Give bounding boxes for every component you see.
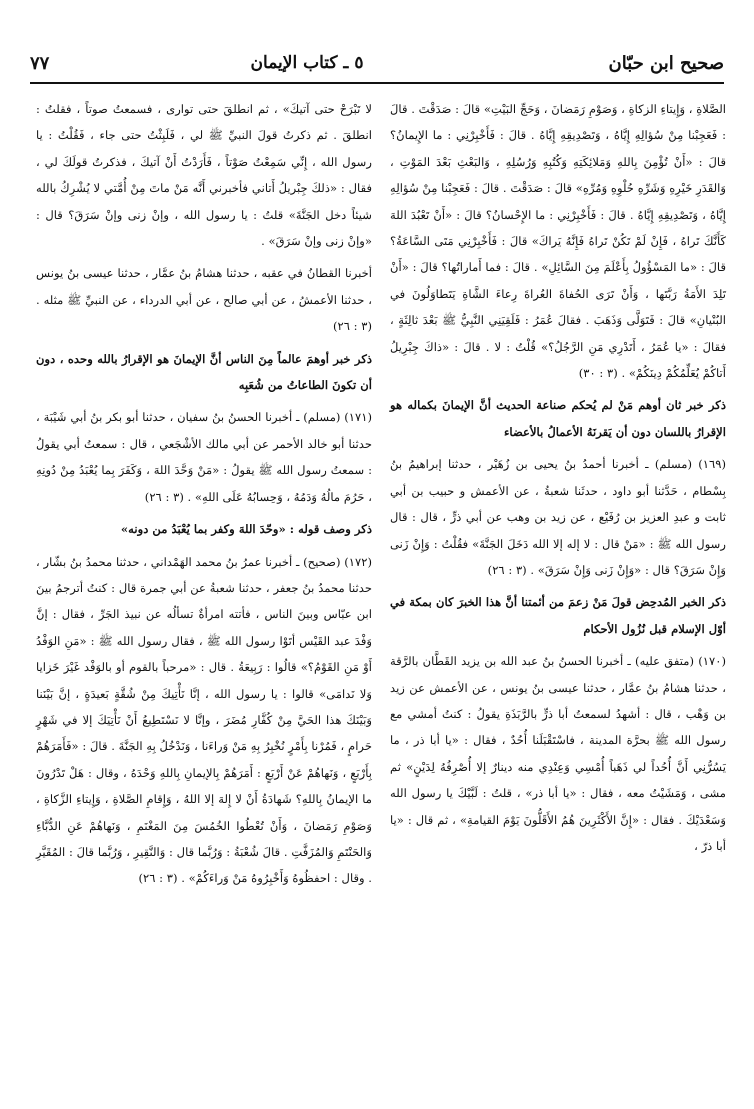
page-header: [30, 44, 724, 84]
right-column: [390, 96, 726, 859]
section-heading: ذكر وصف قوله : «وحّدَ اللهَ وكفر بما يُعْبَدُ من دونه»: [120, 522, 372, 537]
hadith-169: (١٦٩) (مسلم) ـ أخبرنا أحمدُ بنُ يحيى بن زُهَيْر ، حدثنا إبراهيمُ بنُ بِسْطام ، حَدَّثنا أبو داود ، حدثَنا شعبةُ ، عن الأعمش و حبيب بن أبي ثابت و عبدِ العزيز بن رُفَيْع ، عن زيد بن وهب عن أبي ذرٍّ ، قال : قال رسول الله ﷺ : «مَنْ قال : لا إله إلا الله دَخَلَ الجَنَّةَ» فقُلْتُ : وَإِنْ زَنى وَإِنْ سَرَقَ؟ قال : «وَإِنْ زَنى وَإِنْ سَرَقَ» . (٣ : ٢٦): [390, 457, 726, 577]
paragraph: أخبرنا القطانُ في عقبه ، حدثنا هشامُ بنُ عمَّار ، حدثنا عيسى بنُ يونس ، حدثنا الأعمشُ ، عن أبي صالح ، عن أبي الدرداء ، عن النبيِّ ﷺ مثله . (٣ : ٢٦): [36, 266, 372, 334]
hadith-172: (١٧٢) (صحيح) ـ أخبرنا عمرُ بنُ محمد الهَمْداني ، حدثنا محمدُ بنُ بشّار ، حدثنا محمدُ بنُ جعفر ، حدثنا شعبةُ عن أبي جمرة قال : كنتُ أترجمُ بينَ ابن عبّاس وبينَ الناس ، فأتته امرأةٌ تسألُه عن نبيذ الجَرِّ ، فقال : إنَّ وَفْدَ عبد القَيْس أتَوْا رسول الله ﷺ ، فقال رسول الله ﷺ : «مَنِ الوَفْدُ أَوْ مَنِ القَوْمُ؟» قالُوا : رَبِيعَةُ . قال : «مرحباً بالقوم أو بالوَفْد غَيْرَ خَزايا وَلا نَدامَى» قالوا : يا رسول الله ، إنَّا نَأْتِيكَ مِنْ شُقَّةٍ بَعيدَةٍ ، إنَّ بَيْنَنا وَبَيْنَكَ هذا الحَيَّ مِنْ كُفَّارِ مُضَرَ ، وإنَّا لا نَسْتَطِيعُ أَنْ نَأْتِيَكَ إلا في شَهْرٍ حَرامٍ ، فَمُرْنا بِأَمْرٍ نُخْبِرُ بِهِ مَنْ وَراءَنا ، وَنَدْخُلُ بِهِ الجَنَّةَ . قالَ : «فَأَمَرَهُمْ بِأَرْبَعٍ ، وَنَهاهُمْ عَنْ أَرْبَعٍ : أَمَرَهُمْ بِالإيمانِ بِاللهِ وَحْدَهُ ، وقال : هَلْ تَدْرُونَ ما الإيمانُ بِاللهِ؟ شَهادَةُ أَنْ لا إِلهَ إلا اللهُ ، وَإِقامِ الصَّلاةِ ، وَإِيتاءِ الزَّكاةِ ، وَصَوْمِ رَمَضانَ ، وَأَنْ تُعْطُوا الخُمُسَ مِنَ المَغْنَمِ ، وَنَهاهُمْ عَنِ الدُّبَّاءِ وَالحَنْتَمِ وَالمُزَفَّتِ . قالَ شُعْبَةُ : وَرُبَّما قال : وَالنَّقِيرِ ، وَرُبَّما قالَ : المُقَيَّرِ . وقال : احفظُوهُ وَأَخْبِرُوهُ مَنْ وَراءَكُمْ» . (٣ : ٢٦): [36, 554, 372, 886]
chapter-title: ٥ ـ كتاب الإيمان: [250, 53, 364, 73]
hadith-170: (١٧٠) (متفق عليه) ـ أخبرنا الحسنُ بنُ عبد الله بن يزيد القَطَّان بالرَّقة ، حدثنا هشامُ بنُ عمَّار ، حدثنا عيسى بنُ يونس ، عن الأعمش عن زيد بن وَهْب ، قال : أشهدُ لسمعتُ أبا ذرٍّ بالرَّبَذَةِ يقولُ : كنتُ أمشي مع رسول الله ﷺ بحرَّة المدينة ، فاسْتَقْبَلَنا أُحُدٌ ، فقال : «يا أبا ذر ، ما يَسُرُّنِي أَنَّ أُحُداً لي ذَهَباً أُمْسِي وَعِنْدِي منه دينارٌ إلا أُصْرِفُهُ لِدَيْنٍ» ثم مشى ، وَمَشَيْتُ معه ، فقال : «يا أبا ذر» ، قلتُ : لَبَّيْكَ يا رسول الله وَسَعْدَيْكَ . فقال : «إِنَّ الأَكْثَرِينَ هُمُ الأَقَلُّونَ يَوْمَ القيامةِ» ، ثم قال : «يا أبا ذرّ ،: [390, 654, 726, 853]
paragraph: الصَّلاةِ ، وَإِيتاءِ الزكاةِ ، وَصَوْمِ رَمَضانَ ، وَحَجِّ البَيْتِ» قالَ : صَدَقْتَ . قالَ : فَعَجِبْنا مِنْ سُؤالِهِ إِيَّاهُ ، وَتَصْدِيقِهِ إِيَّاهُ . قالَ : فَأَخْبِرْنِي : ما الإِيمانُ؟ قالَ : «أَنْ تُؤْمِنَ بِاللهِ وَمَلائِكَتِهِ وَكُتُبِهِ وَرُسُلِهِ ، وَالبَعْثِ بَعْدَ المَوْتِ ، وَالقَدَرِ خَيْرِهِ وَشَرِّهِ حُلْوِهِ وَمُرِّهِ» قالَ : صَدَقْتَ . قالَ : فَعَجِبْنا مِنْ سُؤالِهِ إِيَّاهُ ، وَتَصْدِيقِهِ إِيَّاهُ . قالَ : فَأَخْبِرْنِي : ما الإِحْسانُ؟ قالَ : «أَنْ تَعْبُدَ اللهَ كَأَنَّكَ تَراهُ ، فَإِنْ لَمْ تَكُنْ تَراهُ فَإِنَّهُ يَراكَ» قالَ : فَأَخْبِرْنِي مَتَى السَّاعَةُ؟ قالَ : «ما المَسْؤُولُ بِأَعْلَمَ مِنَ السَّائِلِ» . قالَ : فما أَماراتُها؟ قالَ : «أَنْ تَلِدَ الأَمَةُ رَبَّتَها ، وَأَنْ تَرَى الحُفاةَ العُراةَ رِعاءَ الشَّاةِ يَتَطاوَلُونَ في البُنْيانِ» قالَ : فَتَوَلَّى وَذَهَبَ . فقالَ عُمَرُ : فَلَقِيَنِي النَّبِيُّ ﷺ بَعْدَ ثالِثَةٍ ، فقالَ : «يا عُمَرُ ، أَتَدْرِي مَنِ الرَّجُلُ؟» قُلْتُ : لا . قالَ : «ذاكَ جِبْرِيلُ أَتاكُمْ يُعَلِّمُكُمْ دِينَكُمْ» . (٣ : ٣٠): [390, 102, 726, 381]
paragraph: لا تَبْرَحْ حتى آتيكَ» ، ثم انطلقَ حتى توارى ، فسمعتُ صوتاً ، فقلتُ : انطلقَ . ثم ذكرتُ قولَ النبيِّ ﷺ لي ، فَلَبِثْتُ حتى جاء ، فَقُلْتُ : يا رسول الله ، إِنِّي سَمِعْتُ صَوْتاً ، فَأَرَدْتُ أَنْ آتيكَ ، فذكرتُ قولَكَ لي ، فقال : «ذلكَ جِبْريلُ أَتاني فأخبرني أَنَّه مَنْ ماتَ مِنْ أُمَّتي لا يُشْرِكُ بالله شيئاً دخل الجَنَّةَ» قلتُ : يا رسول الله ، وإنْ زنى وإنْ سَرَقَ؟ قال : «وإنْ زنى وإنْ سَرَقَ» .: [36, 102, 372, 249]
hadith-171: (١٧١) (مسلم) ـ أخبرنا الحسنُ بنُ سفيان ، حدثنا أبو بكر بنُ أبي شَيْبَة ، حدثنا أبو خالد الأحمر عن أبي مالك الأشْجَعي ، قال : سمعتُ أبي يقولُ : سمعتُ رسول الله ﷺ يقولُ : «مَنْ وَحَّدَ اللهَ ، وَكَفَرَ بِما يُعْبَدُ مِنْ دُونِهِ ، حَرُمَ مالُهُ وَدَمُهُ ، وَحِسابُهُ عَلَى اللهِ» . (٣ : ٢٦): [36, 410, 372, 504]
section-heading: ذكر الخبر المُدحِض قولَ مَنْ زعمَ من أئمتنا أنَّ هذا الخبرَ كان بمكة في أوّل الإسلام قبل نُزُول الأحكام: [390, 595, 726, 636]
section-heading: ذكر خبر أوهمَ عالماً مِنَ الناس أنَّ الإيمانَ هو الإقرارُ بالله وحده ، دون أن تكونَ الطاعاتُ من شُعَبِه: [36, 351, 372, 393]
book-title: صحيح ابن حبّان: [608, 52, 724, 74]
section-heading: ذكر خبر ثان أوهم مَنْ لم يُحكم صناعة الحديث أنَّ الإيمانَ بكماله هو الإقرارُ باللسان دون أن يَقرنَهُ الأعمالُ بالأعضاء: [390, 398, 726, 439]
left-column: [36, 96, 372, 892]
page-number: ٧٧: [30, 52, 50, 74]
